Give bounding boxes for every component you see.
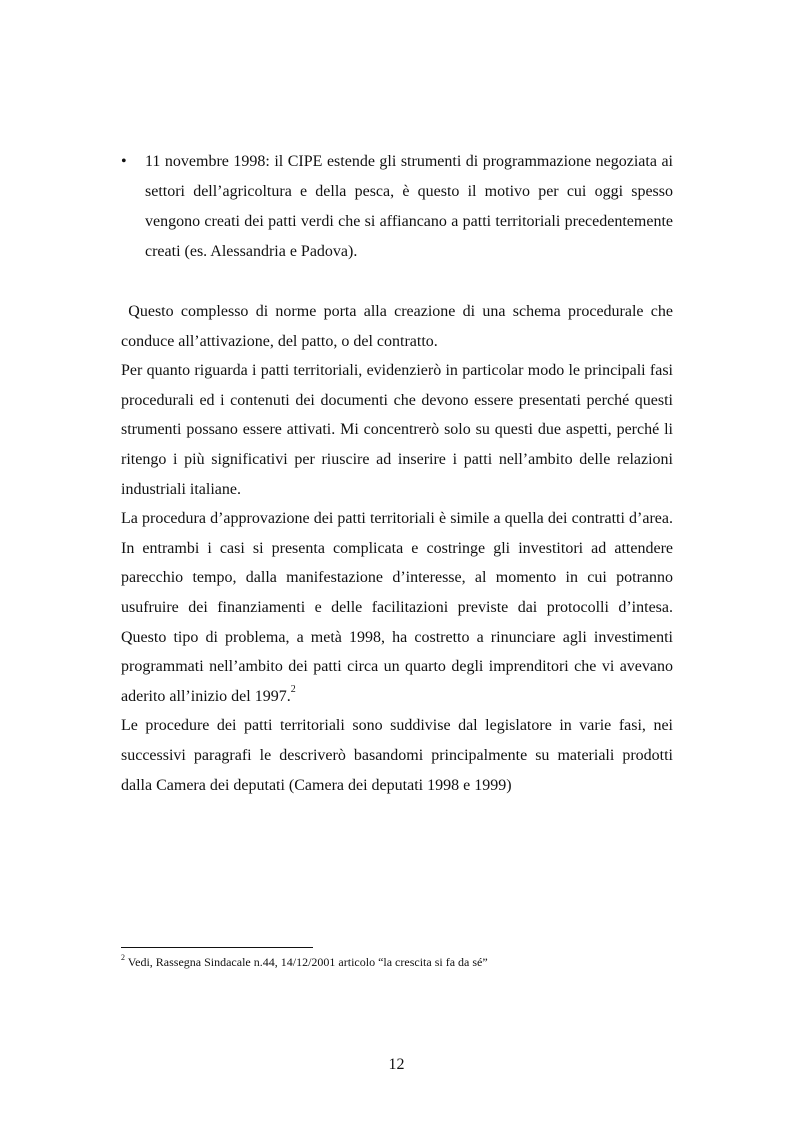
- paragraph-2: Per quanto riguarda i patti territoriali, evidenzierò in particolar modo le principali fasi procedurali ed i contenuti dei documenti che devono essere presentati perché questi strumenti possano essere attivati. Mi concentrerò solo su questi due aspetti, perché li ritengo i più significativi per riuscire ad inserire i patti nell’ambito delle relazioni industriali italiane.: [121, 362, 673, 498]
- footnote-text: Vedi, Rassegna Sindacale n.44, 14/12/2001 articolo “la crescita si fa da sé”: [125, 955, 488, 969]
- paragraph-3-text: La procedura d’approvazione dei patti territoriali è simile a quella dei contratti d’area. In entrambi i casi si presenta complicata e costringe gli investitori ad attendere parecchio tempo, dalla manifestazione d’interesse, al momento in cui potranno usufruire dei finanziamenti e delle facilitazioni previste dai protocolli d’intesa. Questo tipo di problema, a metà 1998, ha costretto a rinunciare agli investimenti programmati nell’ambito dei patti circa un quarto degli imprenditori che vi avevano aderito all’inizio del 1997.: [121, 510, 673, 705]
- footnote-reference[interactable]: 2: [290, 684, 296, 696]
- footnote: [121, 954, 673, 970]
- paragraph-3: [121, 504, 673, 711]
- body-text: [121, 297, 677, 800]
- paragraph-4: Le procedure dei patti territoriali sono suddivise dal legislatore in varie fasi, nei successivi paragrafi le descriverò basandomi principalmente su materiali prodotti dalla Camera dei deputati (Camera dei deputati 1998 e 1999): [121, 717, 673, 794]
- paragraph-1: Questo complesso di norme porta alla creazione di una schema procedurale che conduce all’attivazione, del patto, o del contratto.: [121, 303, 677, 350]
- footnote-separator: [121, 947, 313, 948]
- page-number: 12: [388, 1056, 405, 1073]
- footnote-number: 2: [121, 953, 125, 962]
- bullet-list-item: [121, 147, 673, 267]
- bullet-text: 11 novembre 1998: il CIPE estende gli strumenti di programmazione negoziata ai settori dell’agricoltura e della pesca, è questo il motivo per cui oggi spesso vengono creati dei patti verdi che si affiancano a patti territoriali precedentemente creati (es. Alessandria e Padova).: [145, 153, 673, 260]
- bullet-icon: •: [121, 153, 127, 170]
